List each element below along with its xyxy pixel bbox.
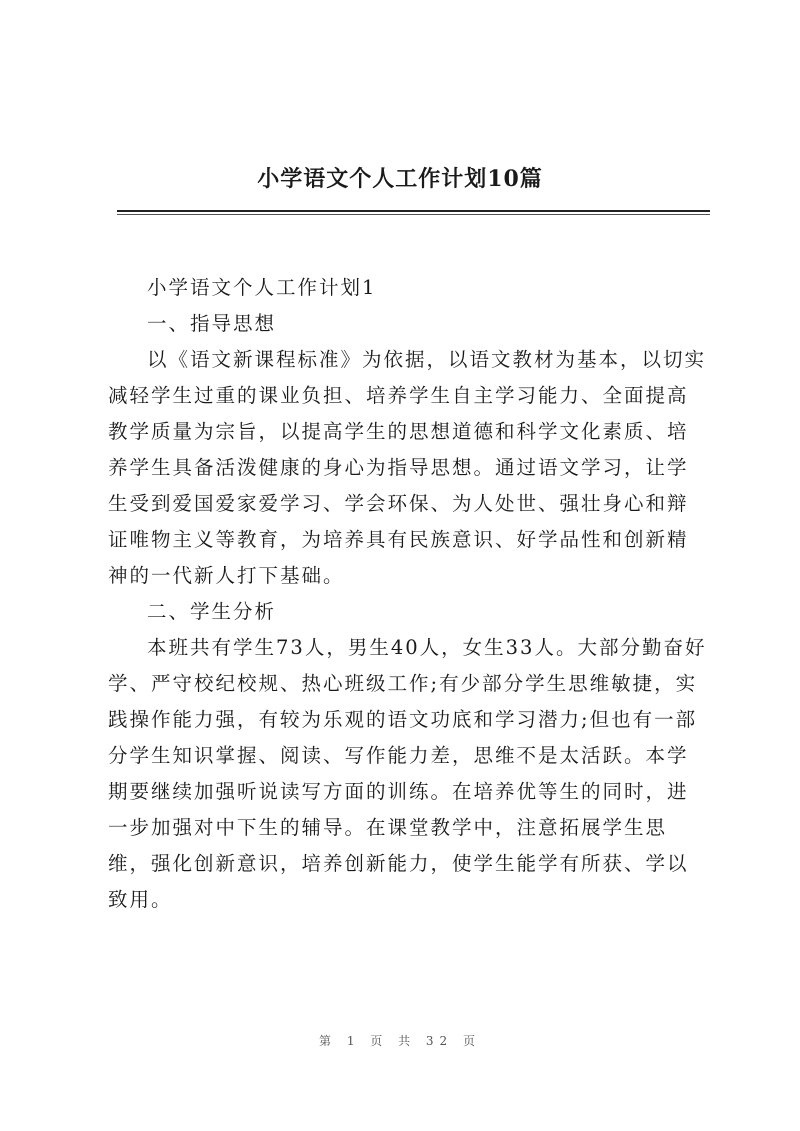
heading-guiding-ideology: 一、指导思想 <box>147 312 277 335</box>
document-body <box>108 270 708 918</box>
title-divider <box>117 210 710 212</box>
paragraph-guiding-ideology: 以《语文新课程标准》为依据，以语文教材为基本，以切实减轻学生过重的课业负担、培养学生自主学习能力、全面提高教学质量为宗旨，以提高学生的思想道德和科学文化素质、培养学生具备活泼健康的身心为指导思想。通过语文学习，让学生受到爱国爱家爱学习、学会环保、为人处世、强壮身心和辩证唯物主义等教育，为培养具有民族意识、好学品性和创新精神的一代新人打下基础。 <box>108 348 707 587</box>
page-number: 第 1 页 共 32 页 <box>319 1034 481 1048</box>
paragraph-student-analysis: 本班共有学生73人，男生40人，女生33人。大部分勤奋好学、严守校纪校规、热心班级工作;有少部分学生思维敏捷，实践操作能力强，有较为乐观的语文功底和学习潜力;但也有一部分学生知识掌握、阅读、写作能力差，思维不是太活跃。本学期要继续加强听说读写方面的训练。在培养优等生的同时，进一步加强对中下生的辅导。在课堂教学中，注意拓展学生思维，强化创新意识，培养创新能力，使学生能学有所获、学以致用。 <box>108 636 707 911</box>
section-title: 小学语文个人工作计划1 <box>147 276 377 299</box>
title-divider-thin <box>117 214 710 215</box>
document-title: 小学语文个人工作计划10篇 <box>257 166 543 192</box>
heading-student-analysis: 二、学生分析 <box>147 600 277 623</box>
